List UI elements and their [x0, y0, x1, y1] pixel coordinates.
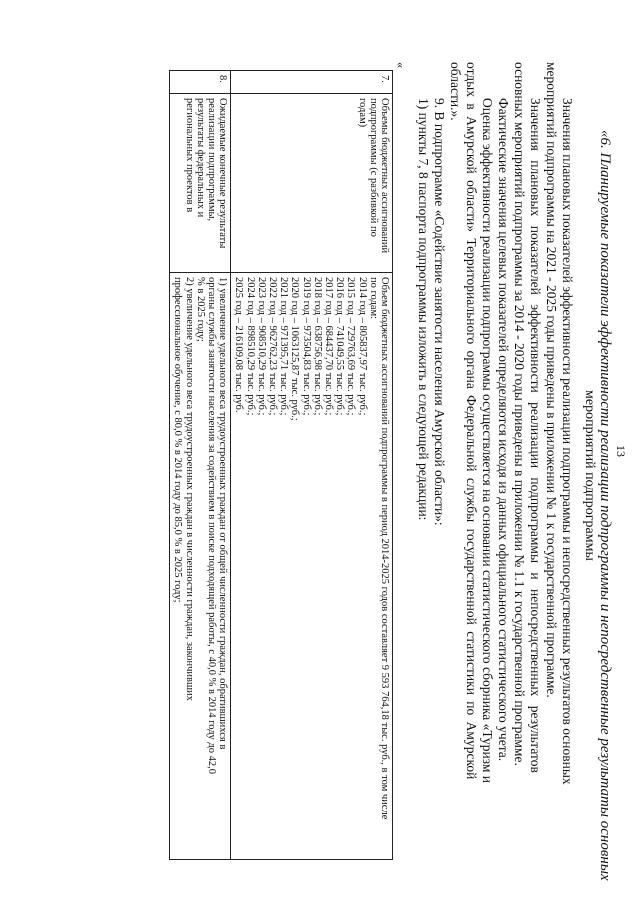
content-line: 2024 год – 898510,29 тыс. руб.;: [244, 277, 256, 416]
page-number: 13: [614, 445, 628, 457]
paragraph-line: отдых в Амурской области» Территориального органа Федеральной службы государственной статистики по Амурской: [464, 62, 479, 780]
content-line: 1) увеличение удельного веса трудоустроенных граждан от общей численности граждан, обратившихся в: [217, 277, 229, 750]
content-line: 2022 год – 962762,23 тыс. руб.;: [266, 277, 278, 416]
row-number: 8.: [170, 71, 231, 94]
row-number: 7.: [231, 71, 393, 94]
table-row: [170, 71, 231, 860]
content-line: % в 2025 году;: [194, 277, 206, 342]
row-content: [231, 273, 393, 860]
content-line: 2017 год – 684437,70 тыс. руб.;: [322, 277, 334, 416]
content-line: 2021 год – 971395,71 тыс. руб.;: [278, 277, 290, 416]
section-heading-line2: мероприятий подпрограммы: [582, 390, 597, 561]
content-line: 2015 год – 729763,69 тыс. руб.;: [345, 277, 357, 416]
paragraph-line: Значения плановых показателей эффективности реализации подпрограммы и непосредственных результатов: [528, 98, 543, 773]
content-line: 2016 год – 741049,55 тыс. руб.;: [334, 277, 346, 416]
content-line: 2018 год – 638756,98 тыс. руб.;: [311, 277, 323, 416]
content-line: 2014 год – 805837,97 тыс. руб.;: [356, 277, 368, 416]
passport-table: [169, 70, 393, 860]
content-line: 2019 год – 973504,83 тыс. руб.;: [300, 277, 312, 416]
paragraph-line: области.».: [448, 62, 463, 121]
row-content: [170, 273, 231, 860]
content-line: 2) увеличение удельного веса трудоустроенных граждан в численности граждан, закончивших: [183, 277, 195, 701]
section-heading-line1: «6. Планируемые показатели эффективности реализации подпрограммы и непосредственные результаты основных: [597, 130, 613, 881]
table-row: [231, 71, 393, 860]
paragraph-line: 9. В подпрограмме «Содействие занятости населения Амурской области»:: [432, 98, 447, 526]
row-label: Ожидаемые конечные результаты реализации подпрограммы, результаты федеральных и региональных проектов в: [170, 94, 231, 273]
content-line: профессиональное обучение, с 80,0 % в 2014 году до 85,0 % в 2025 году;: [172, 277, 184, 603]
paragraph-line: основных мероприятий подпрограммы за 2014 - 2020 годы приведены в приложении № 1.1 к государственной программе.: [512, 62, 527, 766]
content-line: Объем бюджетных ассигнований подпрограммы в период 2014-2025 годов составляет 9 593 764,18 тыс. руб., в том числе: [379, 277, 390, 820]
paragraph-line: Оценка эффективности реализации подпрограммы осуществляется на основании статистического сборника «Туризм и: [480, 98, 495, 784]
content-line: 2020 год – 1063125,87 тыс. руб.;: [289, 277, 301, 421]
content-line: органы службы занятости населения за содействием в поиске подходящей работы, с 40,0 % в 2014 году до 42,0: [205, 277, 217, 775]
row-label: Объемы бюджетных ассигнований подпрограммы (с разбивкой по годам): [231, 94, 393, 273]
paragraph-line: 1) пункты 7, 8 паспорта подпрограммы изложить в следующей редакции:: [416, 98, 431, 521]
content-line: 2025 год – 216109,08 тыс. руб.: [233, 277, 245, 413]
paragraph-line: Значения плановых показателей эффективности реализации подпрограммы и непосредственных результатов основных: [560, 98, 575, 785]
open-quote-mark: «: [394, 62, 408, 68]
paragraph-line: мероприятий подпрограммы на 2021 - 2025 годы приведены в приложении № 1 к государственной программе.: [544, 62, 559, 698]
paragraph-line: Фактические значения целевых показателей определяются исходя из данных официального статистического учета.: [496, 98, 511, 762]
content-line: по годам:: [367, 277, 379, 320]
content-line: 2023 год – 908510,29 тыс. руб.;: [255, 277, 267, 416]
